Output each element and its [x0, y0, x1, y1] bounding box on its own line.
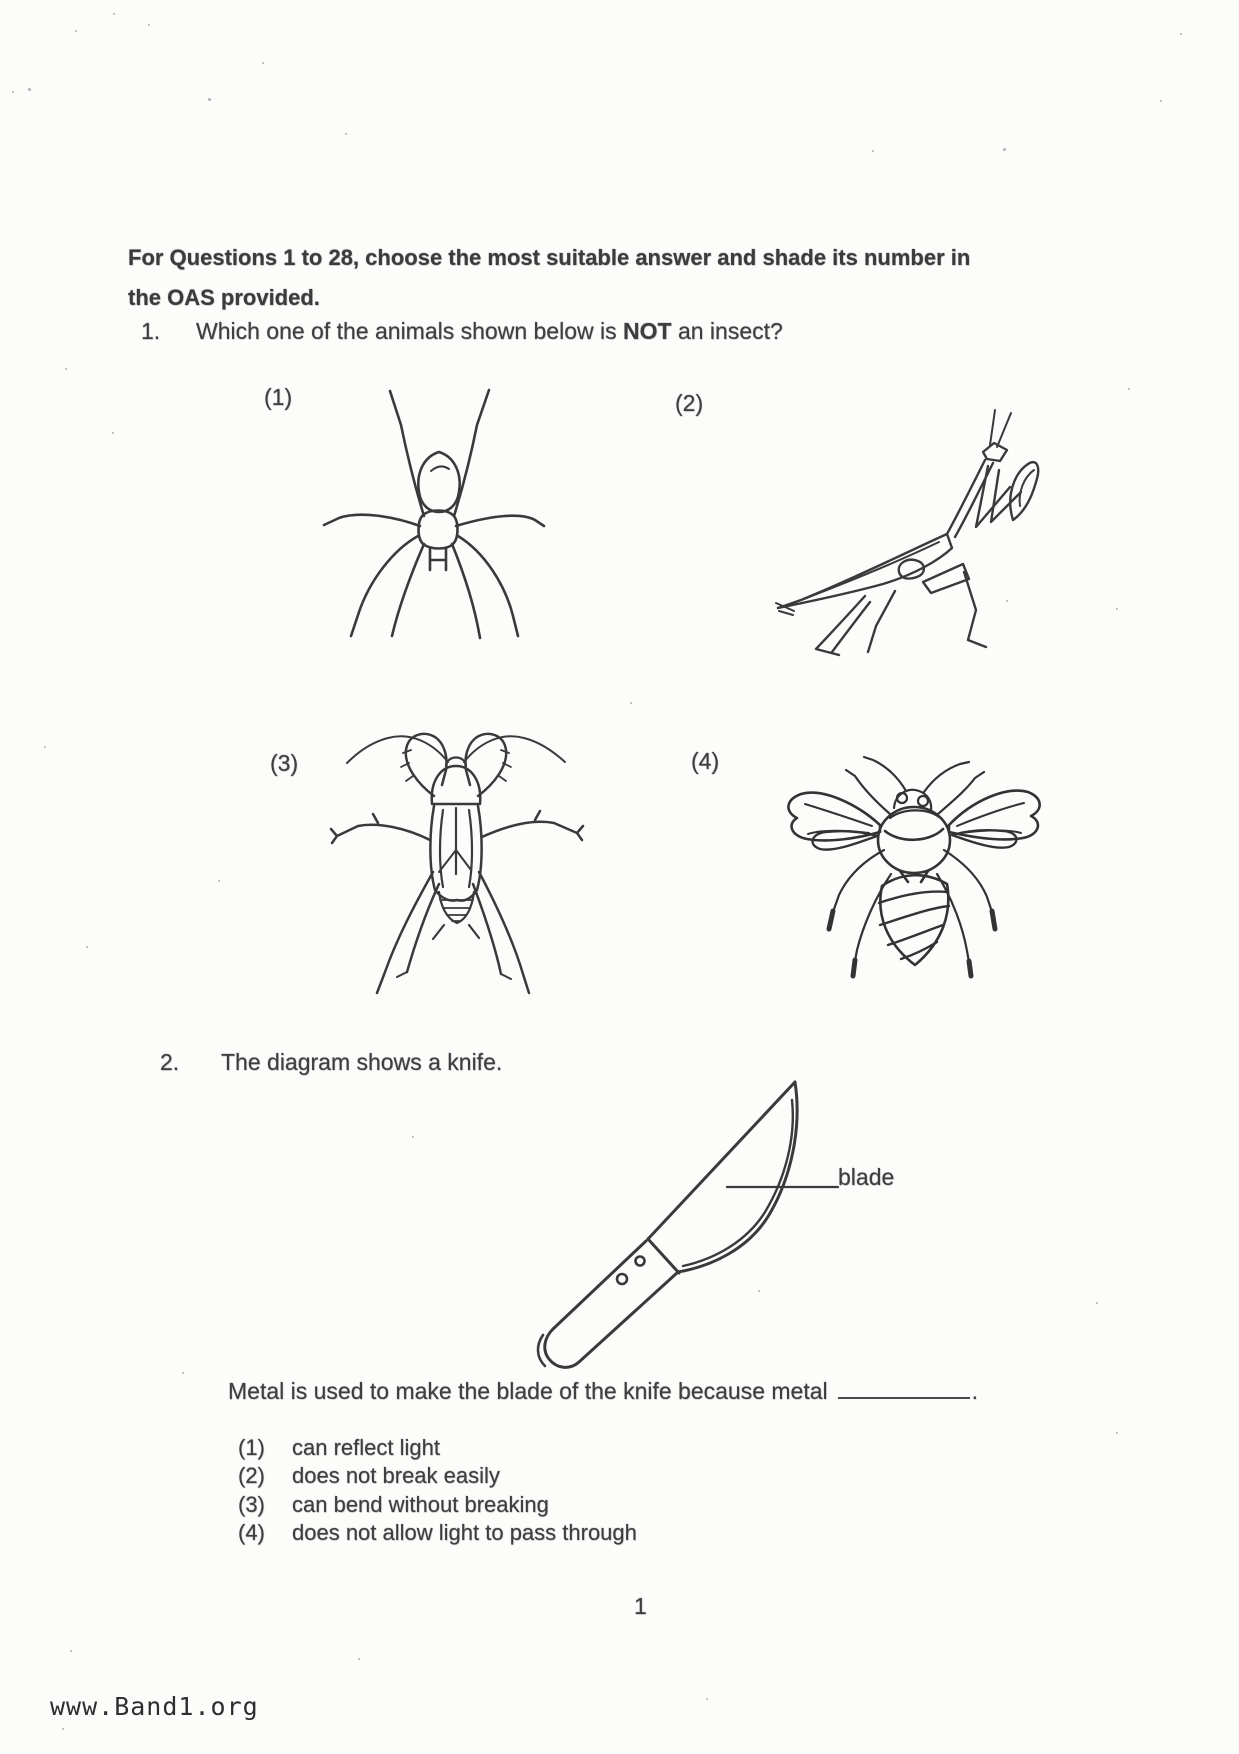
question-1-text-after: an insect? — [671, 318, 783, 344]
scan-speck — [218, 880, 220, 882]
scan-speck — [262, 62, 264, 64]
scan-speck — [1116, 608, 1118, 610]
q2-option-2-label: (2) — [238, 1463, 265, 1489]
scan-speck — [1096, 1302, 1098, 1304]
q2-option-1 — [238, 1434, 637, 1462]
question-2-stem — [228, 1378, 978, 1405]
scan-speck — [65, 368, 67, 370]
q2-option-4 — [238, 1519, 637, 1547]
knife-drawing — [450, 1060, 950, 1400]
q2-option-1-label: (1) — [238, 1435, 265, 1460]
scan-speck — [44, 746, 46, 748]
q1-option-1-label: (1) — [264, 384, 293, 410]
instructions-line-1: For Questions 1 to 28, choose the most suitable answer and shade its number in — [128, 245, 971, 270]
scan-speck — [208, 98, 211, 101]
scan-speck — [412, 1136, 414, 1138]
q2-option-1-text: can reflect light — [292, 1435, 440, 1460]
footer-url: www.Band1.org — [50, 1692, 259, 1721]
praying-mantis-drawing — [747, 400, 1052, 658]
scan-speck — [758, 1290, 760, 1292]
q2-option-3 — [238, 1491, 637, 1519]
question-2-stem-text: Metal is used to make the blade of the knife because metal — [228, 1378, 828, 1404]
scan-speck — [12, 91, 14, 93]
question-2-stem-period: . — [971, 1378, 979, 1404]
cockroach-drawing — [330, 722, 585, 1002]
scan-speck — [1160, 100, 1162, 102]
answer-blank — [838, 1393, 970, 1399]
q2-option-2 — [238, 1462, 637, 1490]
scan-speck — [630, 702, 632, 704]
question-1-text-before: Which one of the animals shown below is — [196, 318, 623, 344]
scan-speck — [113, 13, 115, 15]
scan-speck — [1006, 600, 1008, 602]
scan-speck — [1180, 33, 1182, 35]
q1-option-3-label: (3) — [270, 750, 299, 776]
question-2-text: The diagram shows a knife. — [221, 1049, 503, 1075]
question-1-text-bold: NOT — [623, 318, 672, 344]
q1-option-2-label: (2) — [675, 390, 704, 416]
scan-speck — [1128, 388, 1130, 390]
bee-drawing — [772, 745, 1062, 990]
scan-speck — [75, 30, 77, 32]
q2-option-4-label: (4) — [238, 1519, 265, 1545]
q2-option-3-text: can bend without breaking — [292, 1491, 549, 1517]
scan-speck — [1116, 1432, 1118, 1434]
scan-speck — [28, 88, 31, 91]
question-2-number: 2. — [160, 1049, 180, 1075]
q1-option-4-label: (4) — [691, 748, 720, 774]
blade-label: blade — [838, 1164, 895, 1190]
q2-option-4-text: does not allow light to pass through — [292, 1519, 637, 1545]
instructions-line-2: the OAS provided. — [128, 285, 320, 310]
scan-speck — [345, 133, 347, 135]
scan-speck — [182, 1372, 184, 1374]
question-1-text — [196, 318, 783, 345]
scan-speck — [706, 1698, 708, 1700]
scan-speck — [1003, 148, 1006, 151]
spider-drawing — [313, 378, 548, 653]
scan-speck — [62, 1728, 64, 1730]
q2-option-3-label: (3) — [238, 1491, 265, 1517]
instructions — [128, 238, 970, 318]
question-2-options — [238, 1434, 637, 1547]
scan-speck — [148, 24, 150, 26]
scan-speck — [872, 150, 874, 152]
question-1-number: 1. — [141, 318, 161, 344]
q2-option-2-text: does not break easily — [292, 1463, 500, 1489]
scan-speck — [70, 1650, 72, 1652]
scan-speck — [358, 1658, 360, 1660]
scan-speck — [86, 946, 88, 948]
page-number: 1 — [634, 1593, 647, 1619]
scan-speck — [112, 432, 114, 434]
